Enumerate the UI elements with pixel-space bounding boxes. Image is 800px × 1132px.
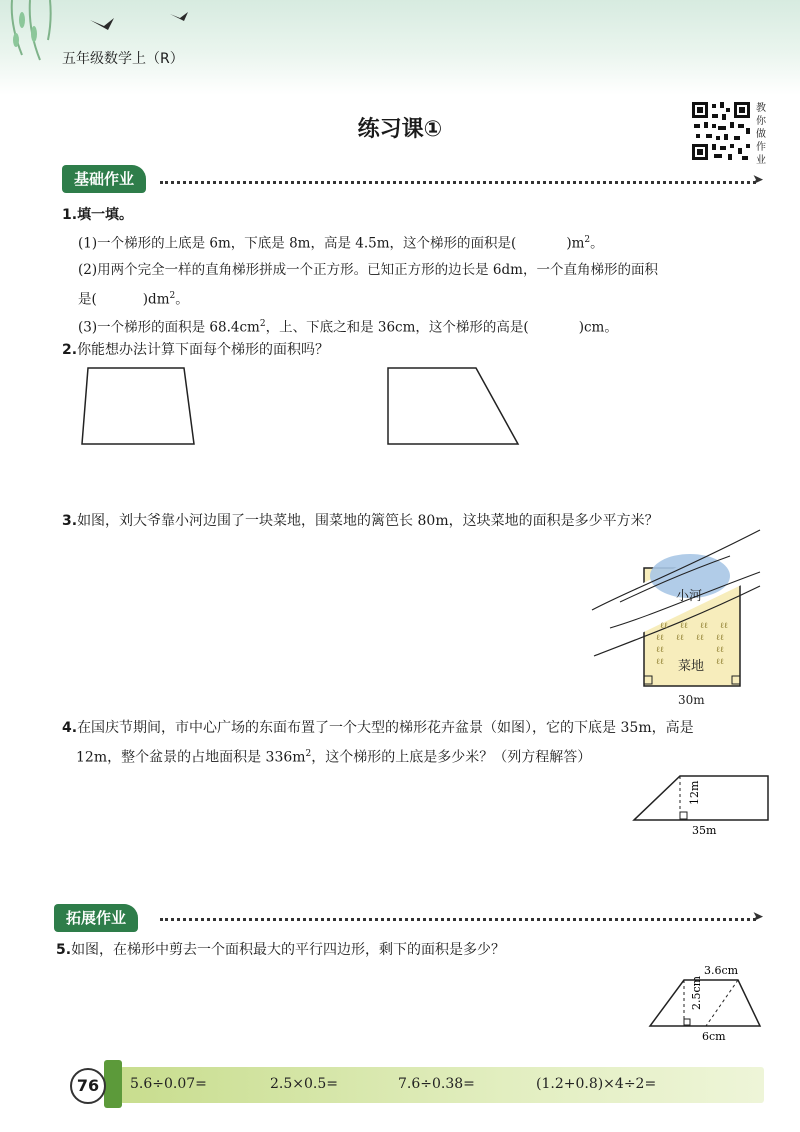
svg-text:ℓℓ: ℓℓ xyxy=(656,657,664,666)
bookmark-decoration xyxy=(104,1060,122,1108)
question-1-item-1: (1)一个梯形的上底是 6m，下底是 8m，高是 4.5m，这个梯形的面积是( )$m^2$。 xyxy=(78,235,604,252)
svg-text:ℓℓ: ℓℓ xyxy=(656,645,664,654)
question-1-item-3: (3)一个梯形的面积是 $68.4cm^2$，上、下底之和是 36cm，这个梯形的高是( )cm。 xyxy=(78,319,618,336)
section-divider xyxy=(160,918,756,921)
question-5: 5.如图，在梯形中剪去一个面积最大的平行四边形，剩下的面积是多少？ xyxy=(56,942,506,958)
svg-text:ℓℓ: ℓℓ xyxy=(716,657,724,666)
width-label: 30m xyxy=(678,693,705,707)
arrow-right-icon: ➤ xyxy=(752,172,764,188)
question-4-line-2: 12m，整个盆景的占地面积是 $336m^2$，这个梯形的上底是多少米？（列方程解答） xyxy=(76,749,592,766)
section-extension-tag: 拓展作业 xyxy=(54,904,138,932)
calc-item-3: 7.6÷0.38= xyxy=(398,1076,475,1092)
arrow-right-icon: ➤ xyxy=(752,909,764,925)
height-label: 12m xyxy=(688,780,701,805)
base-label: 6cm xyxy=(702,1030,726,1043)
page-title: 练习课① xyxy=(357,117,443,142)
svg-text:ℓℓ: ℓℓ xyxy=(676,633,684,642)
section-basic-tag: 基础作业 xyxy=(62,165,146,193)
trapezoid-figure-2 xyxy=(380,362,530,452)
question-1-item-2: (2)用两个完全一样的直角梯形拼成一个正方形。已知正方形的边长是 6dm，一个直角梯形的面积 xyxy=(78,262,658,278)
question-3: 3.如图，刘大爷靠小河边围了一块菜地，围菜地的篱笆长 80m，这块菜地的面积是多少平方米？ xyxy=(62,513,659,529)
top-label: 3.6cm xyxy=(704,964,739,977)
swallow-icon xyxy=(170,12,188,21)
svg-text:ℓℓ: ℓℓ xyxy=(696,633,704,642)
page-number: 76 xyxy=(70,1068,106,1104)
grade-label: 五年级数学上（R） xyxy=(62,51,184,67)
question-2: 2.你能想办法计算下面每个梯形的面积吗？ xyxy=(62,342,330,358)
calc-item-2: 2.5×0.5= xyxy=(270,1076,338,1092)
svg-text:ℓℓ: ℓℓ xyxy=(700,621,708,630)
base-label: 35m xyxy=(692,824,717,837)
vegetable-field-figure xyxy=(590,528,770,710)
svg-text:ℓℓ: ℓℓ xyxy=(656,633,664,642)
height-label: 2.5cm xyxy=(690,975,703,1010)
qr-code-icon[interactable] xyxy=(690,100,752,162)
svg-text:ℓℓ: ℓℓ xyxy=(660,621,668,630)
qr-caption: 教你做作业 xyxy=(756,103,766,166)
calc-item-4: (1.2+0.8)×4÷2= xyxy=(536,1076,657,1092)
svg-text:ℓℓ: ℓℓ xyxy=(680,621,688,630)
swallow-icon xyxy=(90,18,114,30)
svg-text:ℓℓ: ℓℓ xyxy=(716,633,724,642)
question-1-title: 1.填一填。 xyxy=(62,207,134,223)
field-label: 菜地 xyxy=(678,659,705,674)
svg-text:ℓℓ: ℓℓ xyxy=(720,621,728,630)
question-4-line-1: 4.在国庆节期间，市中心广场的东面布置了一个大型的梯形花卉盆景（如图），它的下底是 35m，高是 xyxy=(62,720,694,736)
cut-trapezoid-figure xyxy=(646,960,774,1044)
section-divider xyxy=(160,181,756,184)
question-1-item-2-cont: 是( )$dm^2$。 xyxy=(78,291,189,308)
flower-bed-trapezoid xyxy=(630,770,775,838)
trapezoid-figure-1 xyxy=(80,362,210,452)
calc-item-1: 5.6÷0.07= xyxy=(130,1076,207,1092)
svg-text:ℓℓ: ℓℓ xyxy=(716,645,724,654)
river-label: 小河 xyxy=(676,589,703,604)
